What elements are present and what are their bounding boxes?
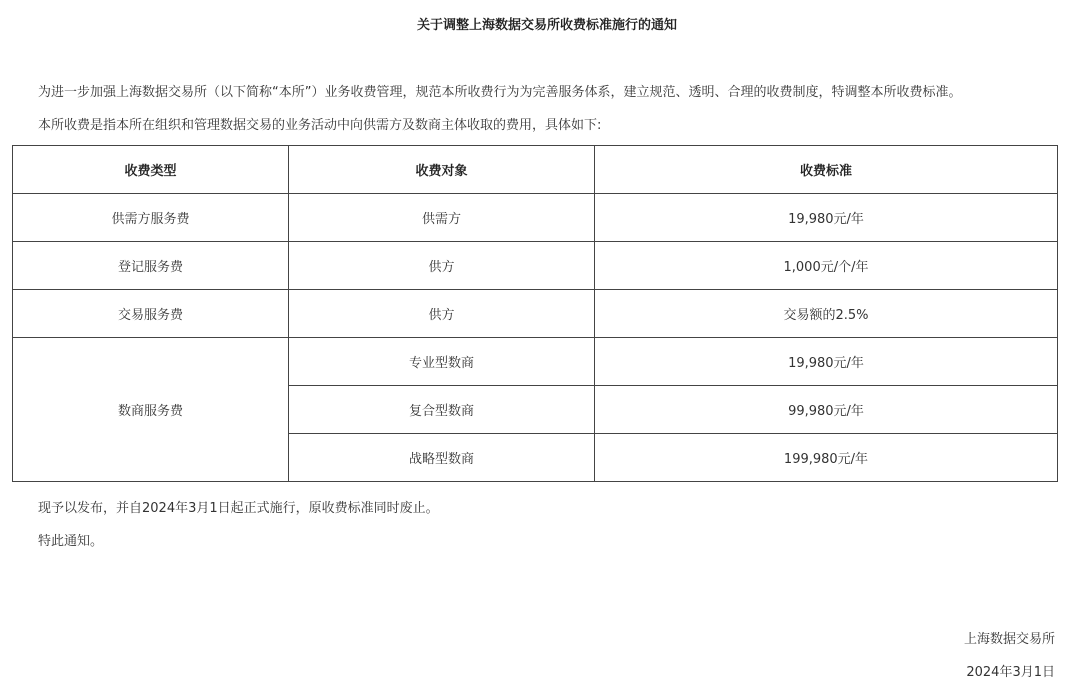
signature-org: 上海数据交易所 <box>963 632 1055 647</box>
fee-target-cell: 战略型数商 <box>289 434 595 482</box>
table-row <box>13 290 1058 338</box>
fee-standard-cell: 1,000元/个/年 <box>595 242 1058 290</box>
effective-date-paragraph: 现予以发布，并自2024年3月1日起正式施行，原收费标准同时废止。 <box>38 501 439 516</box>
header-fee-standard: 收费标准 <box>595 146 1058 194</box>
table-row <box>13 338 1058 386</box>
fee-standard-cell: 199,980元/年 <box>595 434 1058 482</box>
notice-title: 关于调整上海数据交易所收费标准施行的通知 <box>416 18 677 33</box>
table-row <box>13 194 1058 242</box>
definition-paragraph: 本所收费是指本所在组织和管理数据交易的业务活动中向供需方及数商主体收取的费用，具体如下: <box>38 118 602 133</box>
fee-standard-cell: 19,980元/年 <box>595 194 1058 242</box>
fee-target-cell: 复合型数商 <box>289 386 595 434</box>
table-header-row <box>13 146 1058 194</box>
fee-standard-cell: 交易额的2.5% <box>595 290 1058 338</box>
fee-target-cell: 供方 <box>289 242 595 290</box>
intro-paragraph: 为进一步加强上海数据交易所（以下简称“本所”）业务收费管理，规范本所收费行为为完善服务体系，建立规范、透明、合理的收费制度，特调整本所收费标准。 <box>38 85 962 100</box>
fee-standard-cell: 99,980元/年 <box>595 386 1058 434</box>
fee-standard-cell: 19,980元/年 <box>595 338 1058 386</box>
fee-target-cell: 专业型数商 <box>289 338 595 386</box>
fee-target-cell: 供需方 <box>289 194 595 242</box>
fee-type-cell: 供需方服务费 <box>13 194 289 242</box>
fee-type-cell: 登记服务费 <box>13 242 289 290</box>
table-row <box>13 242 1058 290</box>
header-fee-type: 收费类型 <box>13 146 289 194</box>
header-fee-target: 收费对象 <box>289 146 595 194</box>
fee-target-cell: 供方 <box>289 290 595 338</box>
merchant-fee-type-cell: 数商服务费 <box>13 338 289 482</box>
fee-table <box>12 145 1058 482</box>
closing-paragraph: 特此通知。 <box>38 534 104 549</box>
signature-date: 2024年3月1日 <box>966 665 1055 680</box>
fee-type-cell: 交易服务费 <box>13 290 289 338</box>
